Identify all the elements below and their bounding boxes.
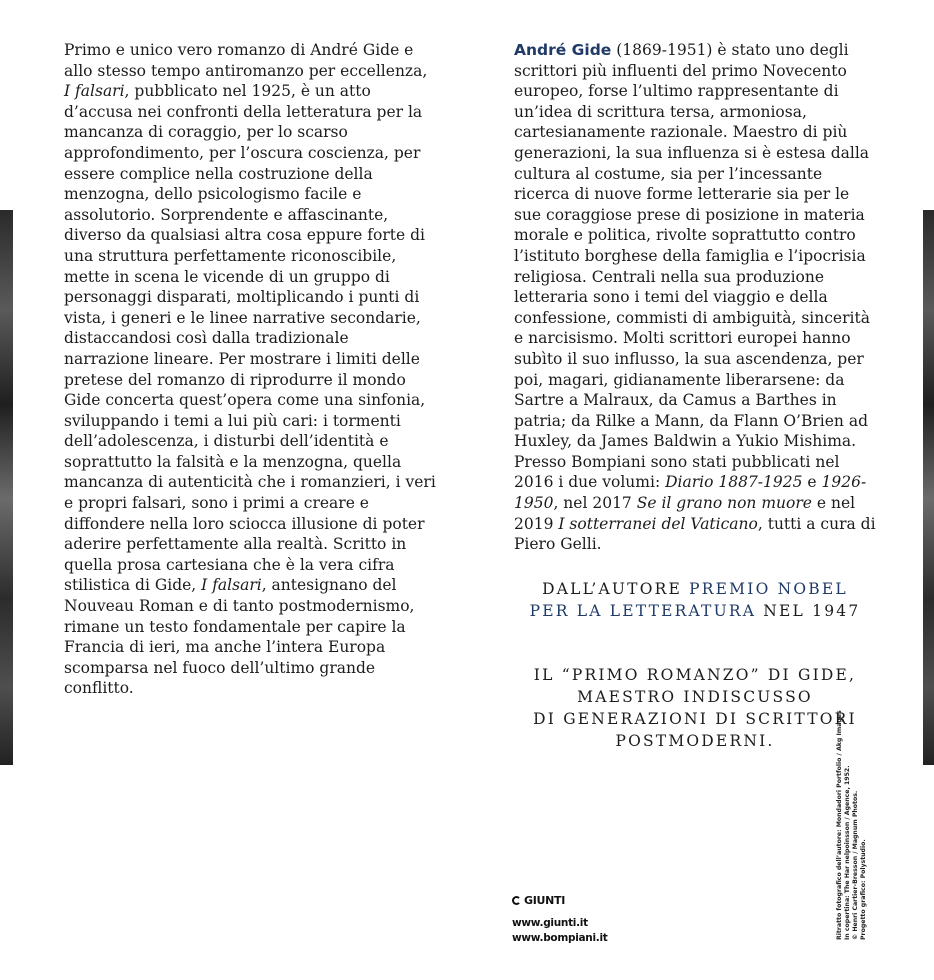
biography-paragraph: André Gide (1869-1951) è stato uno degli scrittori più influenti del primo Novecento europeo, forse l’ultimo rappresentante di un’idea di scrittura tersa, armoniosa, cartesianamente razionale. Maestro di più generazioni, la sua influenza si è estesa dalla cultura al costume, sia per l’incessante ricerca di nuove forme letterarie sia per le sue coraggiose prese di posizione in materia morale e politica, rivolte soprattutto contro l’istituto borghese della famiglia e l’ipocrisia religiosa. Centrali nella sua produzione letteraria sono i temi del viaggio e della confessione, commisti di ambiguità, sincerità e narcisismo. Molti scrittori europei hanno subìto il suo influsso, la sua ascendenza, per poi, magari, gidianamente liberarsene: da Sartre a Malraux, da Camus a Barthes in patria; da Rilke a Mann, da Flann O’Brien ad Huxley, da James Baldwin a Yukio Mishima. Presso Bompiani sono stati pubblicati nel 2016 i due volumi: Diario 1887-1925 e 1926-1950, nel 2017 Se il grano non muore e nel 2019 I sotterranei del Vaticano, tutti a cura di Piero Gelli. [514, 41, 876, 554]
book-synopsis [64, 40, 436, 699]
book-title: I falsari [201, 576, 262, 595]
photo-credits: Ritratto fotografico dell’autore: Mondadori Portfolio / Akg Images In copertina: The Har nelpoinsson / Agence, 1952. © Henri Cartier-Bresson / Magnum Photos. Progetto grafico: Polystudio. [836, 710, 867, 940]
promo-slogan: IL “PRIMO ROMANZO” DI GIDE, MAESTRO INDISCUSSO DI GENERAZIONI DI SCRITTORI POSTMODERNI. [533, 666, 857, 750]
book-title: I falsari [64, 82, 125, 101]
bompiani-url[interactable]: www.bompiani.it [512, 932, 608, 944]
author-biography [514, 40, 879, 555]
nobel-literature-highlight: PER LA LETTERATURA [529, 602, 757, 620]
nobel-prize-highlight: PREMIO NOBEL [689, 580, 848, 598]
work-title: Se il grano non muore [636, 494, 812, 513]
nobel-tagline: DALL’AUTORE PREMIO NOBEL PER LA LETTERATURA NEL 1947 [529, 580, 861, 620]
synopsis-paragraph: Primo e unico vero romanzo di André Gide e allo stesso tempo antiromanzo per eccellenza, I falsari, pubblicato nel 1925, è un atto d’accusa nei confronti della letteratura per la mancanza di coraggio, per lo scarso approfondimento, per l’oscura coscienza, per essere complice nella costruzione della menzogna, dello psicologismo facile e assolutorio. Sorprendente e affascinante, diverso da qualsiasi altra cosa eppure forte di una struttura perfettamente riconoscibile, mette in scena le vicende di un gruppo di personaggi disparati, moltiplicando i punti di vista, i generi e le linee narrative secondarie, distaccandosi così dalla tradizionale narrazione lineare. Per mostrare i limiti delle pretese del romanzo di riprodurre il mondo Gide concerta quest’opera come una sinfonia, sviluppando i temi a lui più cari: i tormenti dell’adolescenza, i disturbi dell’identità e soprattutto la falsità e la menzogna, quella mancanza di autenticità che i romanzieri, i veri e propri falsari, sono i primi a creare e diffondere nella loro sciocca illusione di poter aderire perfettamente alla realtà. Scritto in quella prosa cartesiana che è la vera cifra stilistica di Gide, I falsari, antesignano del Nouveau Roman e di tanto postmodernismo, rimane un testo fondamentale per capire la Francia di ieri, ma anche l’intera Europa scomparsa nel fuoco dell’ultimo grande conflitto. [64, 41, 436, 698]
publisher-block [512, 894, 607, 946]
giunti-logo: GIUNTI [512, 894, 607, 907]
giunti-g-icon [512, 896, 521, 905]
cover-photo-strip-left [0, 210, 13, 765]
work-title: I sotterranei del Vaticano [558, 514, 758, 533]
giunti-url[interactable]: www.giunti.it [512, 917, 588, 929]
author-name: André Gide [514, 41, 612, 59]
work-title: 1926-1950 [514, 473, 867, 513]
work-title: Diario 1887-1925 [665, 473, 803, 492]
cover-photo-strip-right [923, 210, 934, 765]
